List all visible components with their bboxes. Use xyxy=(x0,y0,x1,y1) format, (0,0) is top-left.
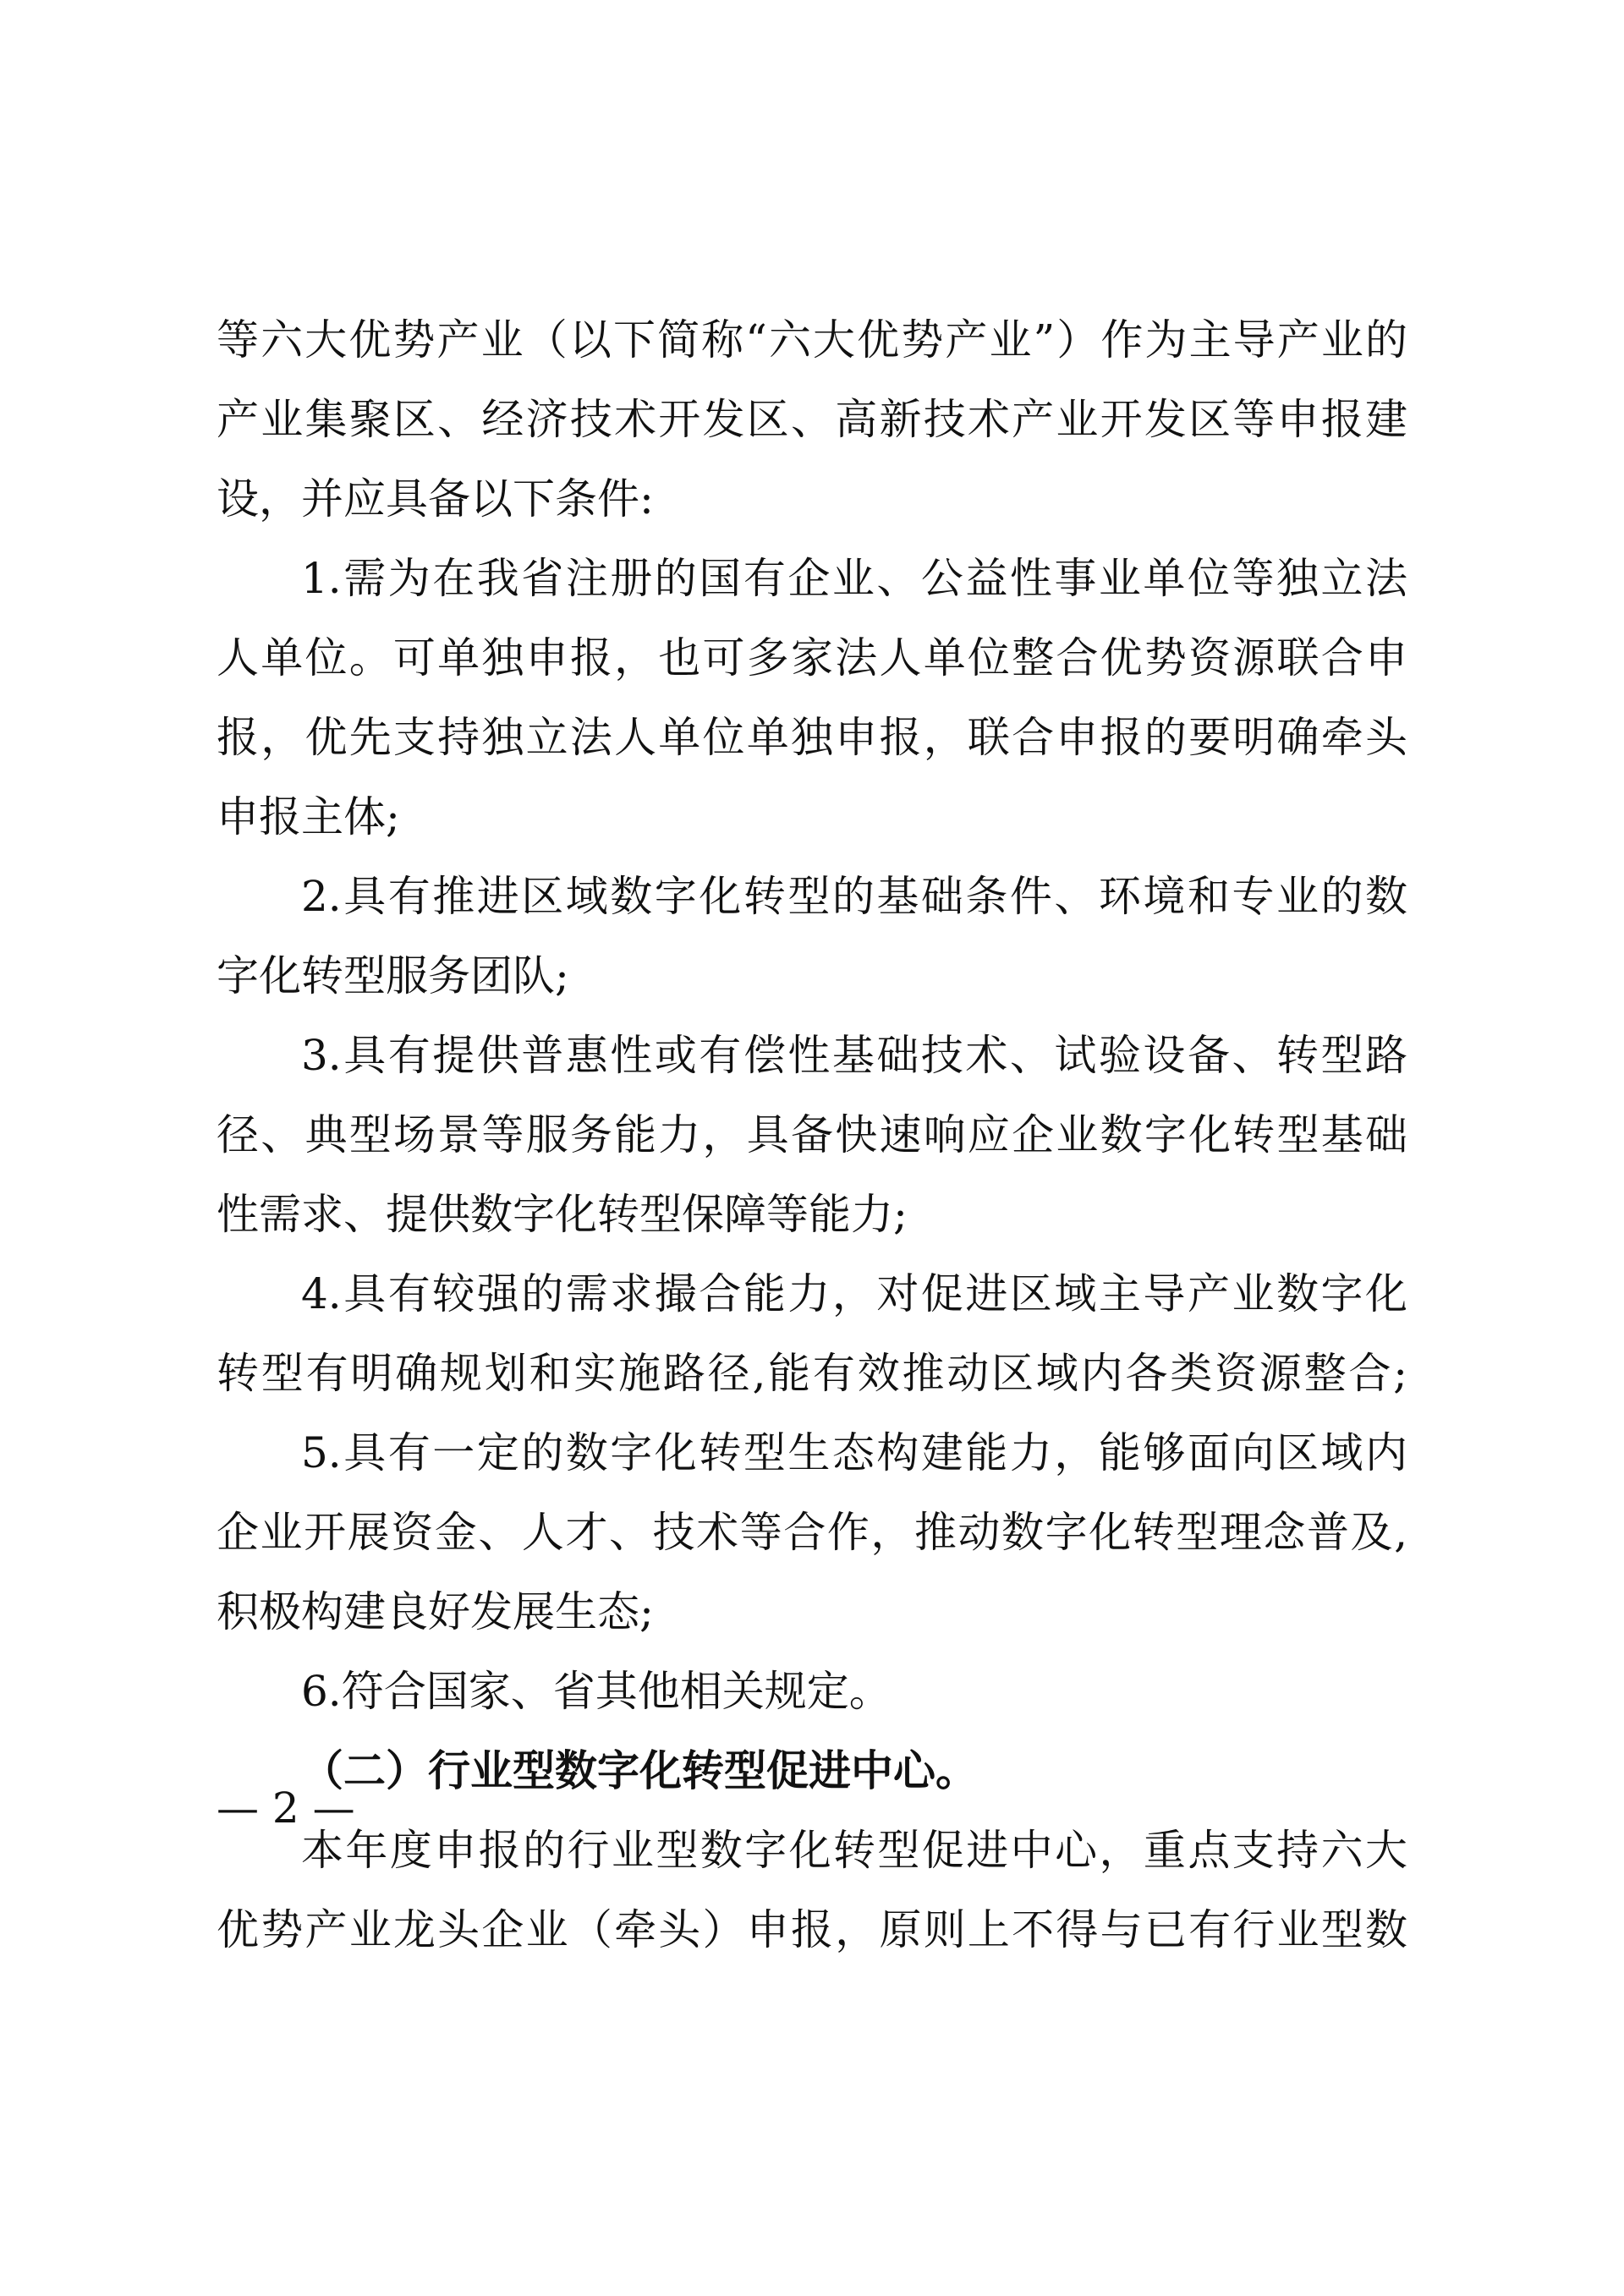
body-line: 设，并应具备以下条件: xyxy=(217,474,654,523)
body-line: 性需求、提供数字化转型保障等能力; xyxy=(217,1190,908,1239)
body-line: 字化转型服务团队; xyxy=(217,951,569,1000)
body-line: 等六大优势产业（以下简称“六大优势产业”）作为主导产业的 xyxy=(217,315,1407,364)
body-line: 人单位。可单独申报，也可多家法人单位整合优势资源联合申 xyxy=(217,633,1407,682)
body-line: 积极构建良好发展生态; xyxy=(217,1587,654,1636)
page-number: — 2 — xyxy=(217,1784,355,1833)
body-line: 1.需为在我省注册的国有企业、公益性事业单位等独立法 xyxy=(301,554,1407,603)
body-line: 产业集聚区、经济技术开发区、高新技术产业开发区等申报建 xyxy=(217,395,1407,444)
body-line: 企业开展资金、人才、技术等合作，推动数字化转型理念普及, xyxy=(217,1508,1407,1557)
body-line: 2.具有推进区域数字化转型的基础条件、环境和专业的数 xyxy=(301,872,1407,921)
body-line: 报，优先支持独立法人单位单独申报，联合申报的要明确牵头 xyxy=(217,713,1407,762)
body-line: 申报主体; xyxy=(217,792,400,841)
section-heading: （二）行业型数字化转型促进中心。 xyxy=(301,1745,978,1795)
body-line: 径、典型场景等服务能力，具备快速响应企业数字化转型基础 xyxy=(217,1110,1407,1159)
body-line: 3.具有提供普惠性或有偿性基础技术、试验设备、转型路 xyxy=(301,1031,1407,1080)
body-line: 6.符合国家、省其他相关规定。 xyxy=(301,1667,892,1716)
body-line: 转型有明确规划和实施路径,能有效推动区域内各类资源整合; xyxy=(217,1349,1407,1398)
body-line: 本年度申报的行业型数字化转型促进中心，重点支持六大 xyxy=(301,1826,1407,1875)
document-body xyxy=(217,300,1407,1970)
body-line: 5.具有一定的数字化转型生态构建能力，能够面向区域内 xyxy=(301,1428,1407,1477)
body-line: 优势产业龙头企业（牵头）申报，原则上不得与已有行业型数 xyxy=(217,1905,1407,1954)
body-line: 4.具有较强的需求撮合能力，对促进区域主导产业数字化 xyxy=(301,1269,1407,1318)
